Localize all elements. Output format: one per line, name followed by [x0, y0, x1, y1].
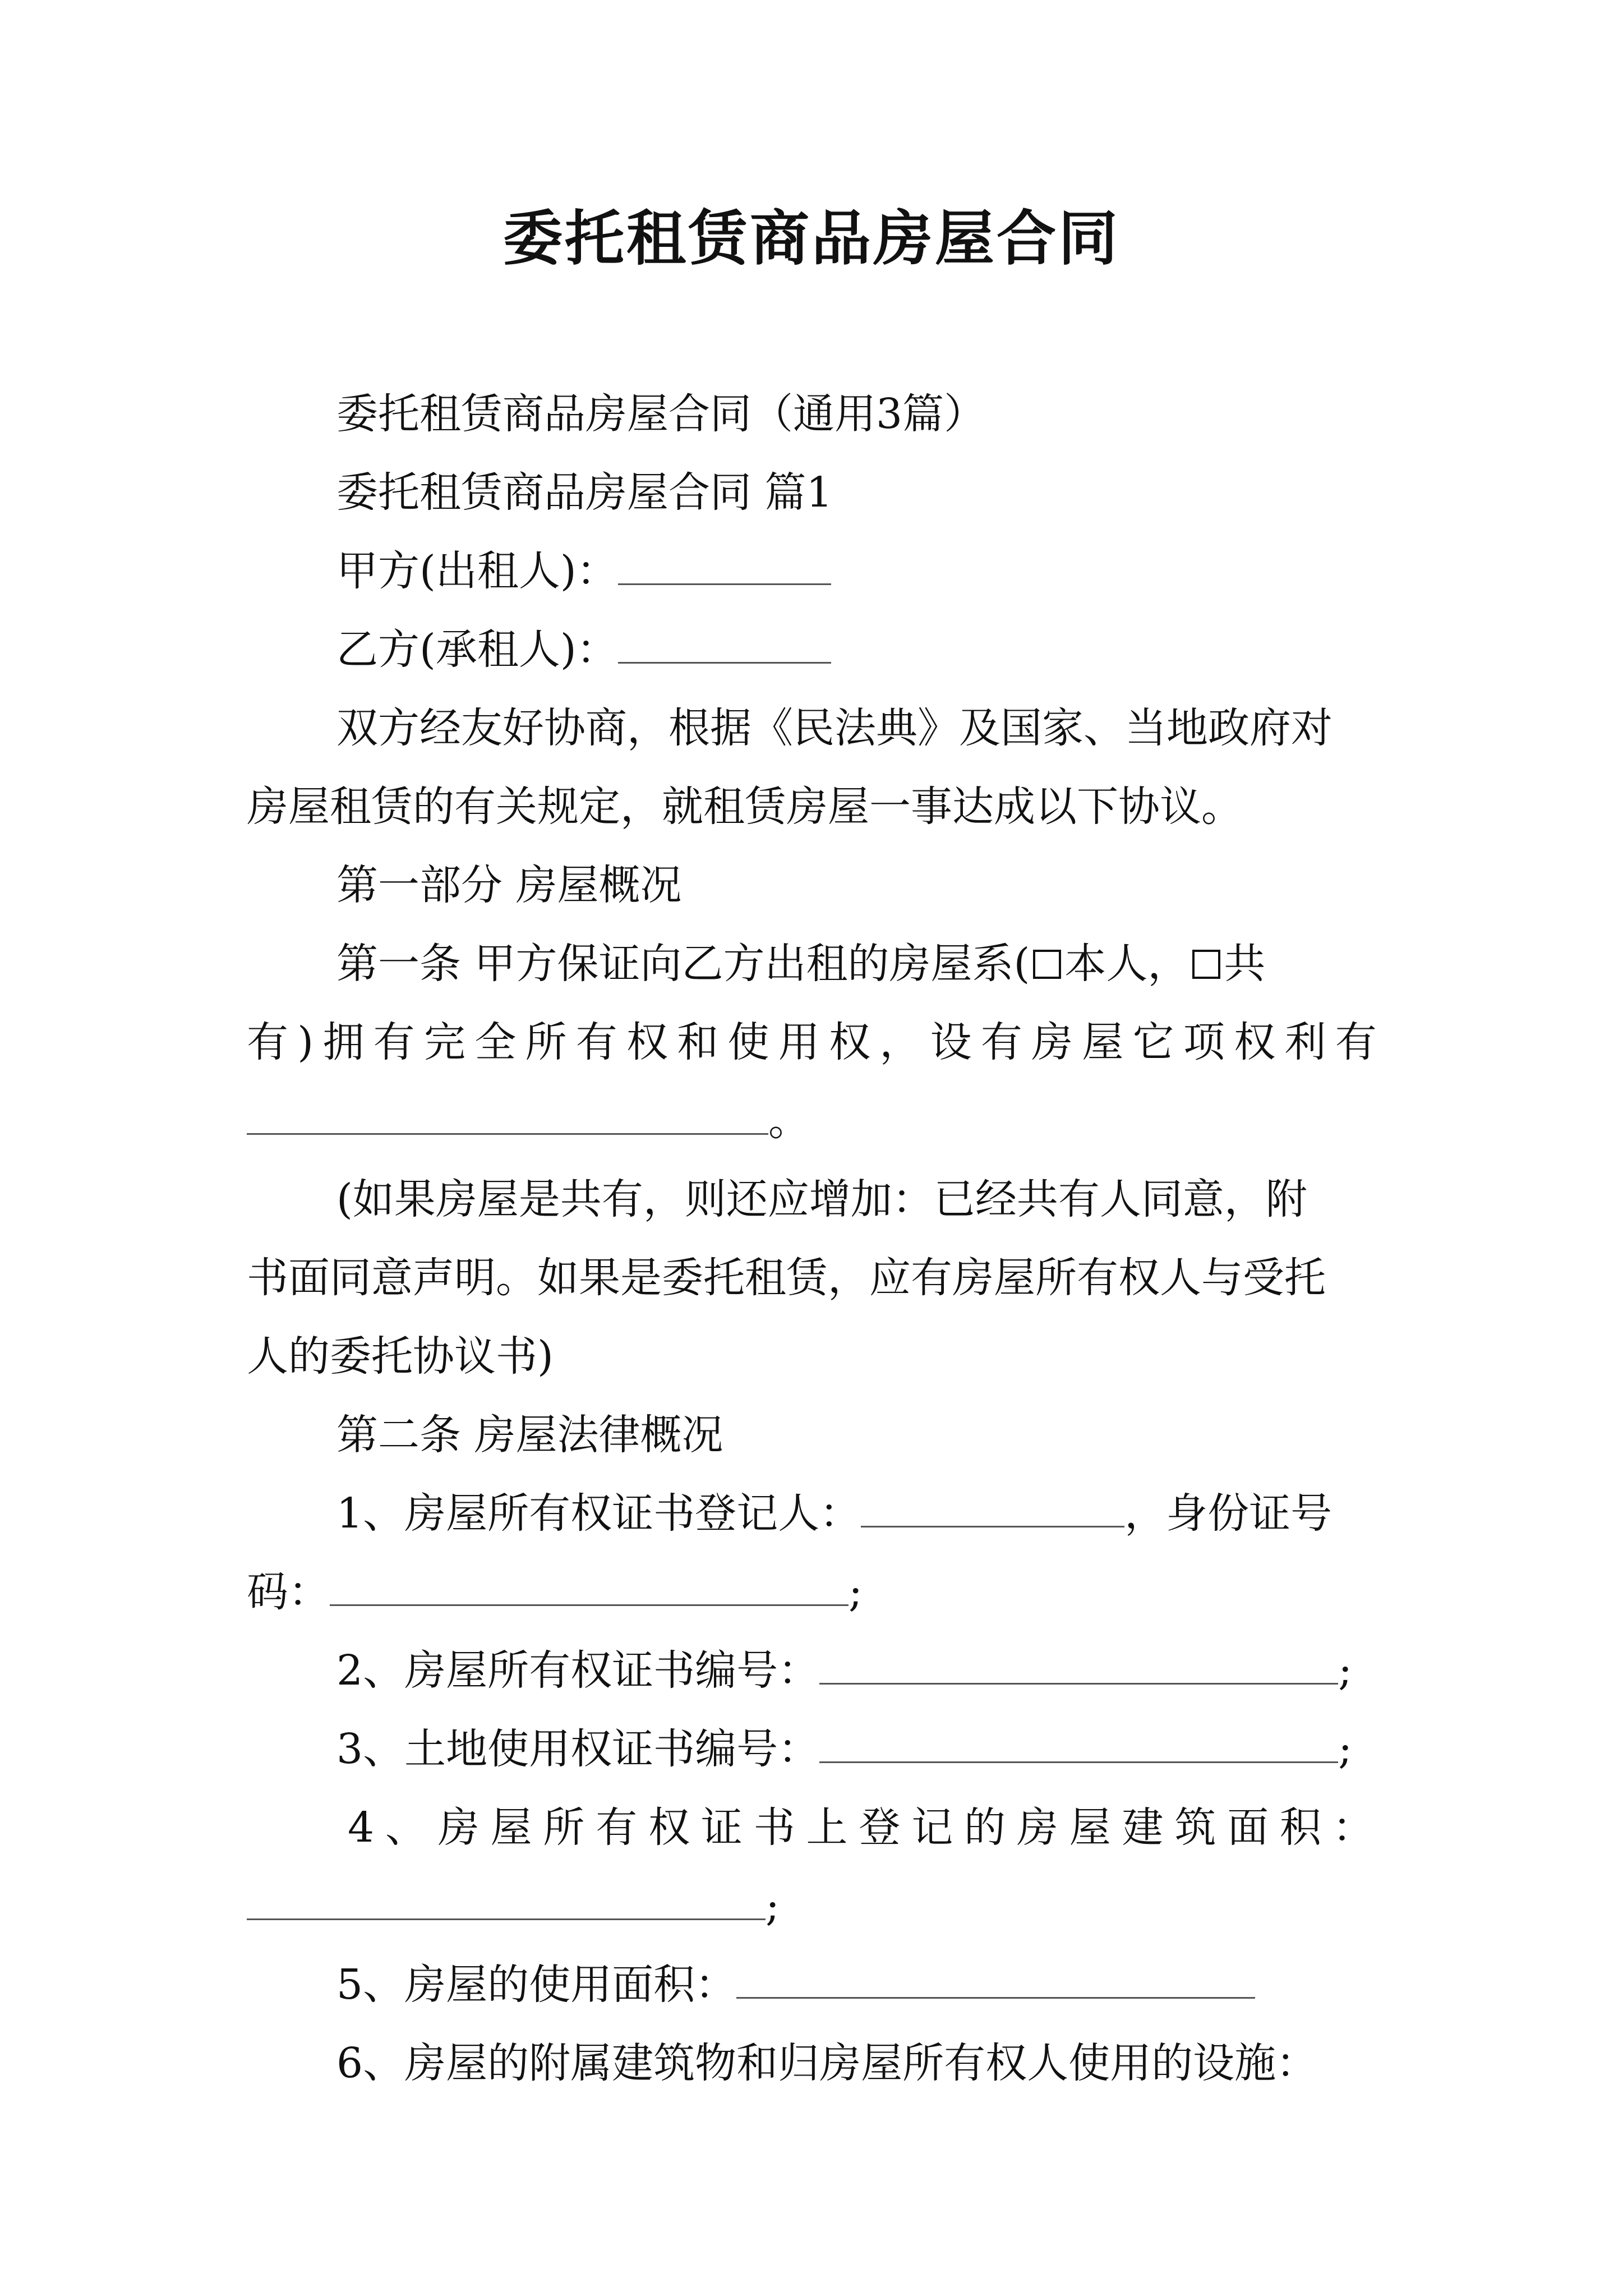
subtitle: 委托租赁商品房屋合同（通用3篇）: [336, 390, 986, 438]
char: 有: [247, 1018, 288, 1066]
char: 面: [1227, 1803, 1269, 1852]
article1-end: 。: [768, 1097, 810, 1145]
char: 房: [437, 1803, 479, 1852]
char: ): [297, 1018, 314, 1066]
party-b-line: [336, 622, 831, 678]
item1-end: ;: [849, 1568, 863, 1616]
char: 设: [930, 1018, 972, 1066]
char: 屋: [1082, 1018, 1124, 1066]
intro-line-1: 双方经友好协商，根据《民法典》及国家、当地政府对: [336, 704, 1332, 752]
char: 权: [829, 1018, 871, 1066]
article1-option-1: 本人，: [1064, 940, 1189, 988]
certificate-number-blank[interactable]: [819, 1642, 1338, 1685]
item3-line: [336, 1721, 1352, 1777]
item5-line: [336, 1957, 1255, 2013]
item1-line2-label: 码：: [247, 1568, 330, 1616]
char: 上: [806, 1803, 848, 1852]
char: 利: [1284, 1018, 1326, 1066]
article1-option-2: 共: [1224, 940, 1266, 988]
char: 书: [753, 1803, 795, 1852]
chapter-heading: 委托租赁商品房屋合同 篇1: [336, 468, 833, 517]
char: 权: [626, 1018, 668, 1066]
building-area-blank[interactable]: [247, 1878, 766, 1920]
item5-label: 5、房屋的使用面积：: [336, 1961, 737, 2009]
item1-mid: ，身份证号: [1124, 1489, 1332, 1538]
party-b-label: 乙方(承租人)：: [336, 625, 618, 674]
party-a-line: [336, 543, 831, 599]
char: 完: [423, 1018, 465, 1066]
char: 筑: [1174, 1803, 1216, 1852]
item2-label: 2、房屋所有权证书编号：: [336, 1646, 820, 1695]
item3-end: ;: [1338, 1725, 1353, 1773]
article2-heading: 第二条 房屋法律概况: [336, 1411, 723, 1459]
party-b-blank[interactable]: [618, 622, 831, 664]
char: 建: [1122, 1803, 1164, 1852]
article1-line-1: [336, 936, 1265, 992]
note-line-2: 书面同意声明。如果是委托租赁，应有房屋所有权人与受托: [247, 1254, 1326, 1302]
item2-line: [336, 1642, 1352, 1699]
item4-end: ;: [766, 1882, 780, 1930]
document-title: 委托租赁商品房屋合同: [503, 203, 1120, 273]
other-rights-blank[interactable]: [247, 1093, 768, 1135]
party-a-blank[interactable]: [618, 543, 831, 585]
part1-heading: 第一部分 房屋概况: [336, 861, 682, 909]
char: 屋: [490, 1803, 532, 1852]
char: 有: [980, 1018, 1022, 1066]
char: 登: [859, 1803, 901, 1852]
char: 全: [474, 1018, 517, 1066]
party-a-label: 甲方(出租人)：: [336, 547, 618, 595]
char: 有: [575, 1018, 617, 1066]
item3-label: 3、土地使用权证书编号：: [336, 1725, 820, 1773]
char: 证: [700, 1803, 743, 1852]
char: 屋: [1069, 1803, 1111, 1852]
char: 的: [964, 1803, 1006, 1852]
char: 、: [385, 1803, 427, 1852]
char: 项: [1183, 1018, 1225, 1066]
char: 房: [1016, 1803, 1058, 1852]
item6-line: 6、房屋的附属建筑物和归房屋所有权人使用的设施：: [336, 2039, 1318, 2087]
char: 有: [373, 1018, 415, 1066]
char: 房: [1031, 1018, 1073, 1066]
checkbox-shared[interactable]: [1192, 950, 1220, 979]
char: 它: [1132, 1018, 1174, 1066]
item2-end: ;: [1338, 1646, 1353, 1695]
char: ，: [879, 1018, 921, 1066]
char: 用: [778, 1018, 820, 1066]
land-certificate-blank[interactable]: [819, 1721, 1338, 1763]
char: 权: [1234, 1018, 1276, 1066]
article1-line-3: [247, 1093, 810, 1149]
char: 所: [525, 1018, 567, 1066]
item4-line-1: [348, 1800, 1374, 1856]
note-line-3: 人的委托协议书): [247, 1332, 554, 1381]
usable-area-blank[interactable]: [736, 1957, 1255, 1999]
char: 和: [677, 1018, 719, 1066]
item1-label: 1、房屋所有权证书登记人：: [336, 1489, 861, 1538]
item4-line-2: [247, 1878, 780, 1934]
char: 所: [543, 1803, 585, 1852]
char: 记: [911, 1803, 953, 1852]
intro-line-2: 房屋租赁的有关规定，就租赁房屋一事达成以下协议。: [247, 783, 1243, 831]
item1-line-1: [336, 1485, 1332, 1542]
char: 4: [348, 1803, 375, 1852]
item1-line-2: [247, 1564, 863, 1620]
char: 积: [1280, 1803, 1321, 1852]
char: 有: [1335, 1018, 1377, 1066]
char: ：: [1332, 1803, 1374, 1852]
id-number-blank[interactable]: [330, 1564, 849, 1606]
char: 有: [596, 1803, 638, 1852]
char: 使: [727, 1018, 769, 1066]
article1-prefix: 第一条 甲方保证向乙方出租的房屋系(: [336, 940, 1030, 988]
char: 拥: [322, 1018, 365, 1066]
registrant-blank[interactable]: [861, 1485, 1124, 1527]
article1-line-2: [247, 1014, 1377, 1070]
note-line-1: (如果房屋是共有，则还应增加：已经共有人同意，附: [336, 1175, 1307, 1223]
checkbox-self[interactable]: [1033, 950, 1061, 979]
char: 权: [648, 1803, 690, 1852]
